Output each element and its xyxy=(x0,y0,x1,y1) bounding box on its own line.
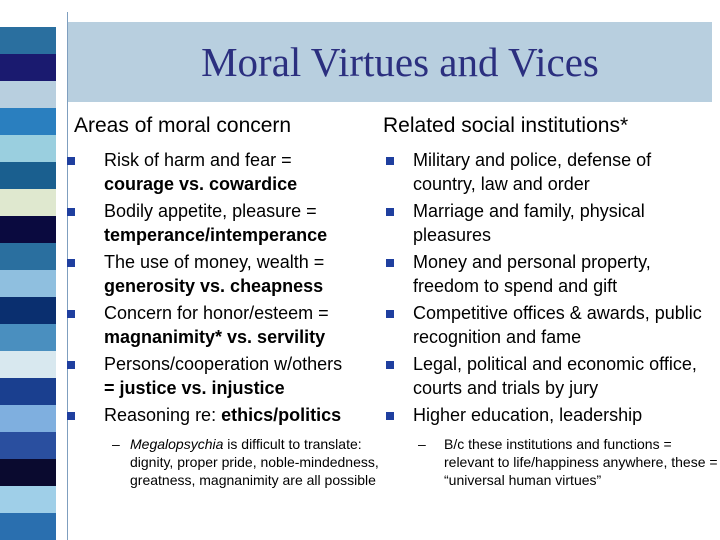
list-item: Military and police, defense of country, law and order xyxy=(380,148,715,196)
square-bullet-icon xyxy=(386,361,394,369)
stripe-block xyxy=(0,27,56,54)
stripe-block xyxy=(0,378,56,405)
right-column xyxy=(380,114,718,489)
list-item: Higher education, leadership xyxy=(380,403,715,427)
stripe-block xyxy=(0,405,56,432)
list-item: Concern for honor/esteem = magnanimity* vs. servility xyxy=(62,301,382,349)
list-item: Competitive offices & awards, public recognition and fame xyxy=(380,301,715,349)
list-item: Risk of harm and fear = courage vs. cowardice xyxy=(62,148,382,196)
stripe-block xyxy=(0,189,56,216)
stripe-block xyxy=(0,243,56,270)
square-bullet-icon xyxy=(67,259,75,267)
square-bullet-icon xyxy=(386,310,394,318)
list-item: Money and personal property, freedom to spend and gift xyxy=(380,250,715,298)
stripe-block xyxy=(0,108,56,135)
title-bar xyxy=(68,22,712,102)
note-term: Megalopsychia xyxy=(130,436,224,452)
square-bullet-icon xyxy=(67,157,75,165)
list-item: Persons/cooperation w/others = justice vs. injustice xyxy=(62,352,382,400)
left-bullet-list xyxy=(62,148,382,427)
right-note: – B/c these institutions and functions = relevant to life/happiness anywhere, these = “universal human virtues” xyxy=(418,436,718,488)
stripe-block xyxy=(0,270,56,297)
list-item: Legal, political and economic office, courts and trials by jury xyxy=(380,352,715,400)
stripe-block xyxy=(0,81,56,108)
stripe-block xyxy=(0,486,56,513)
list-item: Marriage and family, physical pleasures xyxy=(380,199,715,247)
list-item: Reasoning re: ethics/politics xyxy=(62,403,382,427)
stripe-block xyxy=(0,162,56,189)
stripe-block xyxy=(0,324,56,351)
right-bullet-list xyxy=(380,148,715,427)
stripe-block xyxy=(0,297,56,324)
note-text: B/c these institutions and functions = relevant to life/happiness anywhere, these = “universal human virtues” xyxy=(444,436,718,488)
square-bullet-icon xyxy=(67,208,75,216)
note-text: is difficult to translate: dignity, proper pride, noble-mindedness, greatness, magnanimity are all possible xyxy=(130,436,379,488)
left-note: – Megalopsychia is difficult to translate: dignity, proper pride, noble-mindedness, greatness, magnanimity are all possible xyxy=(112,436,379,488)
slide-title: Moral Virtues and Vices xyxy=(201,39,599,85)
square-bullet-icon xyxy=(386,157,394,165)
stripe-block xyxy=(0,459,56,486)
stripe-block xyxy=(0,513,56,540)
list-item: The use of money, wealth = generosity vs. cheapness xyxy=(62,250,382,298)
left-column xyxy=(62,114,382,489)
list-item: Bodily appetite, pleasure = temperance/intemperance xyxy=(62,199,382,247)
stripe-block xyxy=(0,0,56,27)
square-bullet-icon xyxy=(67,361,75,369)
square-bullet-icon xyxy=(386,208,394,216)
stripe-block xyxy=(0,216,56,243)
stripe-block xyxy=(0,54,56,81)
stripe-block xyxy=(0,351,56,378)
stripe-block xyxy=(0,432,56,459)
stripe-block xyxy=(0,135,56,162)
square-bullet-icon xyxy=(67,310,75,318)
square-bullet-icon xyxy=(386,259,394,267)
square-bullet-icon xyxy=(386,412,394,420)
square-bullet-icon xyxy=(67,412,75,420)
right-column-heading: Related social institutions* xyxy=(383,114,629,137)
left-column-heading: Areas of moral concern xyxy=(74,114,292,137)
decorative-stripe xyxy=(0,0,56,540)
